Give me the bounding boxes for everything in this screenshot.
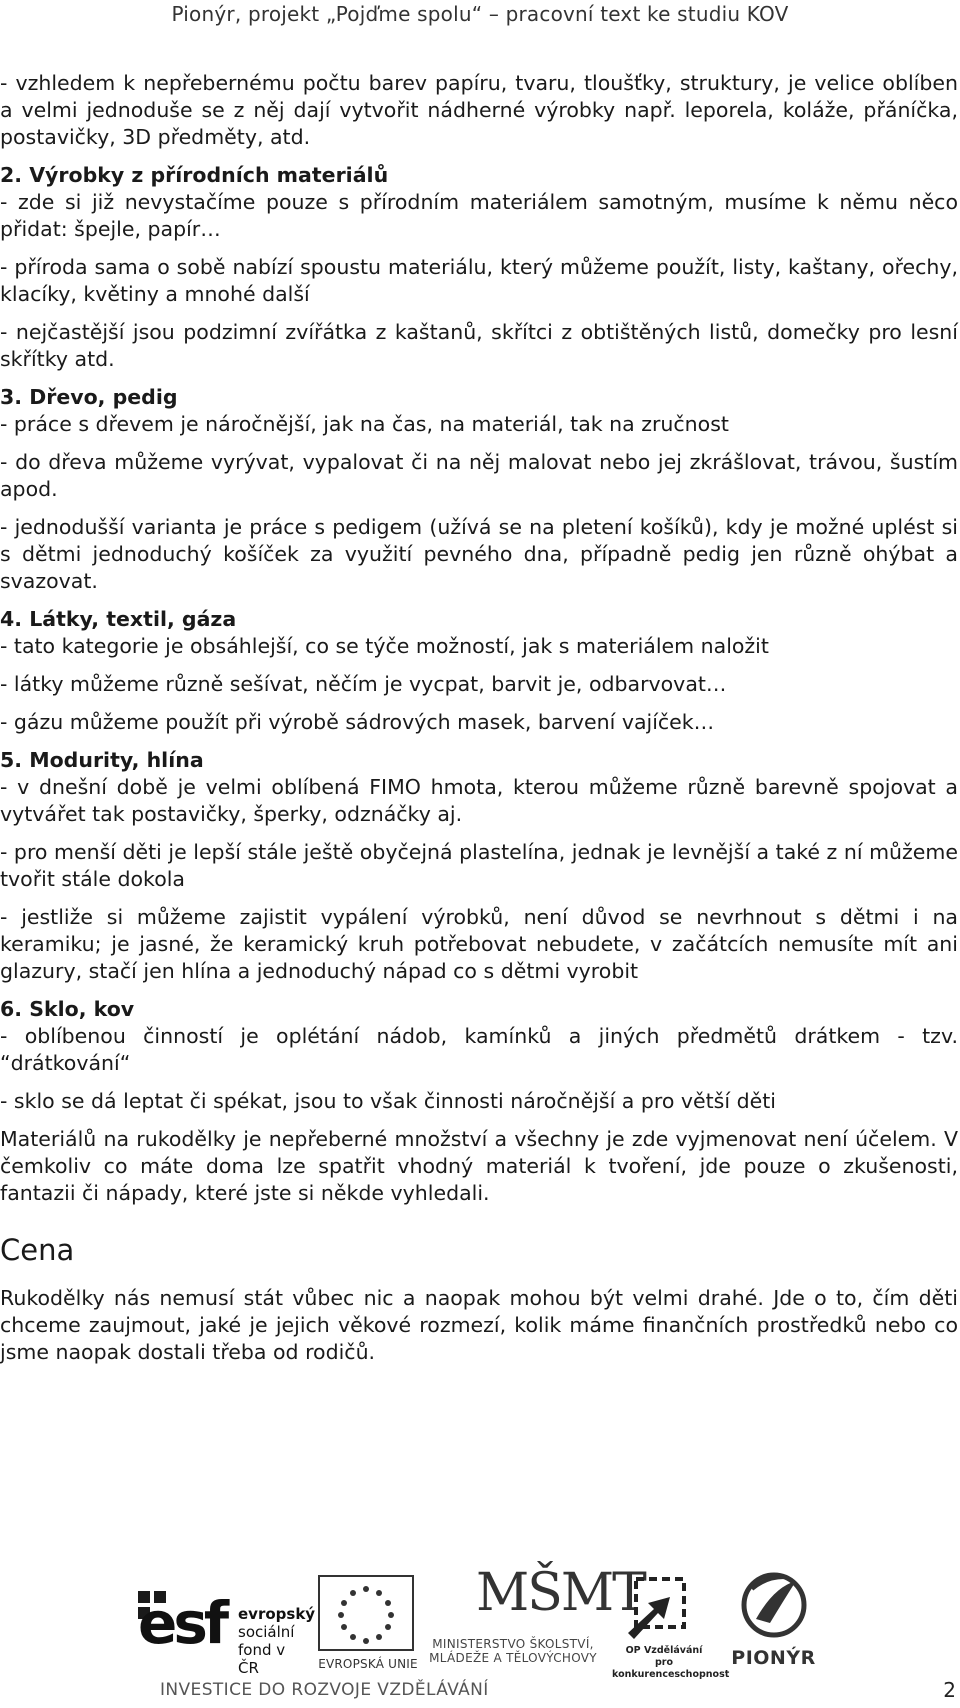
cena-paragraph: Rukodělky nás nemusí stát vůbec nic a naopak mohou být velmi drahé. Jde o to, čím děti chceme zaujmout, jaké je jejich věkové rozmezí, kolik máme finančních prostředků nebo co jsme naopak dostali třeba od rodičů.: [0, 1286, 958, 1364]
esf-mark: esf: [138, 1589, 226, 1657]
esf-line: fond v ČR: [238, 1641, 286, 1677]
esf-text: [238, 1605, 316, 1677]
esf-line: sociální: [238, 1623, 295, 1641]
section-paragraph: - sklo se dá leptat či spékat, jsou to však činnosti náročnější a pro větší děti: [0, 1089, 776, 1113]
pionyr-logo: [726, 1567, 821, 1677]
section-paragraph: - příroda sama o sobě nabízí spoustu materiálu, který můžeme použít, listy, kaštany, ořechy, klacíky, květiny a mnohé další: [0, 255, 958, 306]
section-5: [0, 747, 958, 985]
section-paragraph: - látky můžeme různě sešívat, něčím je vycpat, barvit je, odbarvovat…: [0, 672, 727, 696]
pionyr-caption: PIONÝR: [731, 1647, 816, 1669]
section-4: [0, 606, 958, 736]
section-paragraph: - jednodušší varianta je práce s pedigem (užívá se na pletení košíků), kdy je možné uplést si s dětmi jednoduchý košíček za využití pevného dna, případně pedig jen různě ohýbat a svazovat.: [0, 515, 958, 593]
section-paragraph: - gázu můžeme použít při výrobě sádrových masek, barvení vajíček…: [0, 710, 715, 734]
msmt-caption: [428, 1637, 598, 1665]
section-paragraph: - oblíbenou činností je oplétání nádob, kamínků a jiných předmětů drátkem - tzv. “drátkování“: [0, 1024, 958, 1075]
section-paragraph: - nejčastější jsou podzimní zvířátka z kaštanů, skřítci z obtištěných listů, domečky pro lesní skřítky atd.: [0, 320, 958, 371]
pionyr-emblem-icon: [726, 1567, 821, 1645]
eu-flag-icon: [318, 1575, 414, 1651]
section-heading: 3. Dřevo, pedig: [0, 385, 178, 409]
op-caption: [612, 1645, 730, 1681]
esf-logo: [138, 1587, 316, 1677]
op-logo: [612, 1573, 730, 1683]
section-heading: 6. Sklo, kov: [0, 997, 135, 1021]
closing-paragraph: Materiálů na rukodělky je nepřeberné množství a všechny je zde vyjmenovat není účelem. V čemkoliv co máte doma lze spatřit vhodný materiál k tvoření, jde pouze o zkušenosti, fantazii či nápady, které jste si někde vyhledali.: [0, 1127, 958, 1205]
section-heading: 2. Výrobky z přírodních materiálů: [0, 163, 389, 187]
section-paragraph: - zde si již nevystačíme pouze s přírodním materiálem samotným, musíme k němu něco přidat: špejle, papír…: [0, 190, 958, 241]
section-paragraph: - pro menší děti je lepší stále ještě obyčejná plastelína, jednak je levnější a také z ní můžeme tvořit stále dokola: [0, 840, 958, 891]
section-paragraph: - jestliže si můžeme zajistit vypálení výrobků, není důvod se nevrhnout s dětmi i na keramiku; je jasné, že keramický kruh potřebovat nebudete, v začátcích nemusíte mít ani glazury, stačí jen hlína a jednoduchý nápad co s dětmi vyrobit: [0, 905, 958, 983]
section-2: [0, 162, 958, 373]
page-number: 2: [943, 1678, 956, 1702]
section-heading: 5. Modurity, hlína: [0, 748, 204, 772]
eu-logo: [318, 1575, 418, 1673]
op-line: OP Vzdělávání: [625, 1645, 703, 1656]
section-paragraph: - do dřeva můžeme vyrývat, vypalovat či na něj malovat nebo jej zkrášlovat, trávou, šustím apod.: [0, 450, 958, 501]
eu-caption: EVROPSKÁ UNIE: [318, 1657, 418, 1671]
msmt-line: MINISTERSTVO ŠKOLSTVÍ,: [432, 1637, 594, 1651]
esf-line: evropský: [238, 1605, 316, 1623]
section-paragraph: - tato kategorie je obsáhlejší, co se týče možností, jak s materiálem naložit: [0, 634, 769, 658]
section-6: [0, 996, 958, 1115]
document-body: [0, 70, 958, 1377]
op-arrow-icon: [618, 1573, 708, 1643]
intro-paragraph: - vzhledem k nepřebernému počtu barev papíru, tvaru, tloušťky, struktury, je velice oblíben a velmi jednoduše se z něj dají vytvořit nádherné výrobky např. leporela, koláže, přáníčka, postavičky, 3D předměty, atd.: [0, 71, 958, 149]
section-paragraph: - v dnešní době je velmi oblíbená FIMO hmota, kterou můžeme různě barevně spojovat a vytvářet tak postavičky, šperky, odznáčky aj.: [0, 775, 958, 826]
msmt-mark: MŠMT: [476, 1563, 645, 1623]
section-paragraph: - práce s dřevem je náročnější, jak na čas, na materiál, tak na zručnost: [0, 412, 729, 436]
investice-caption: INVESTICE DO ROZVOJE VZDĚLÁVÁNÍ: [160, 1680, 489, 1700]
msmt-logo: [428, 1563, 645, 1675]
page-header: Pionýr, projekt „Pojďme spolu“ – pracovní text ke studiu KOV: [171, 2, 789, 26]
section-heading: 4. Látky, textil, gáza: [0, 607, 237, 631]
msmt-line: MLÁDEŽE A TĚLOVÝCHOVY: [429, 1651, 597, 1665]
section-3: [0, 384, 958, 595]
op-line: pro konkurenceschopnost: [612, 1657, 730, 1680]
cena-heading: Cena: [0, 1233, 75, 1267]
